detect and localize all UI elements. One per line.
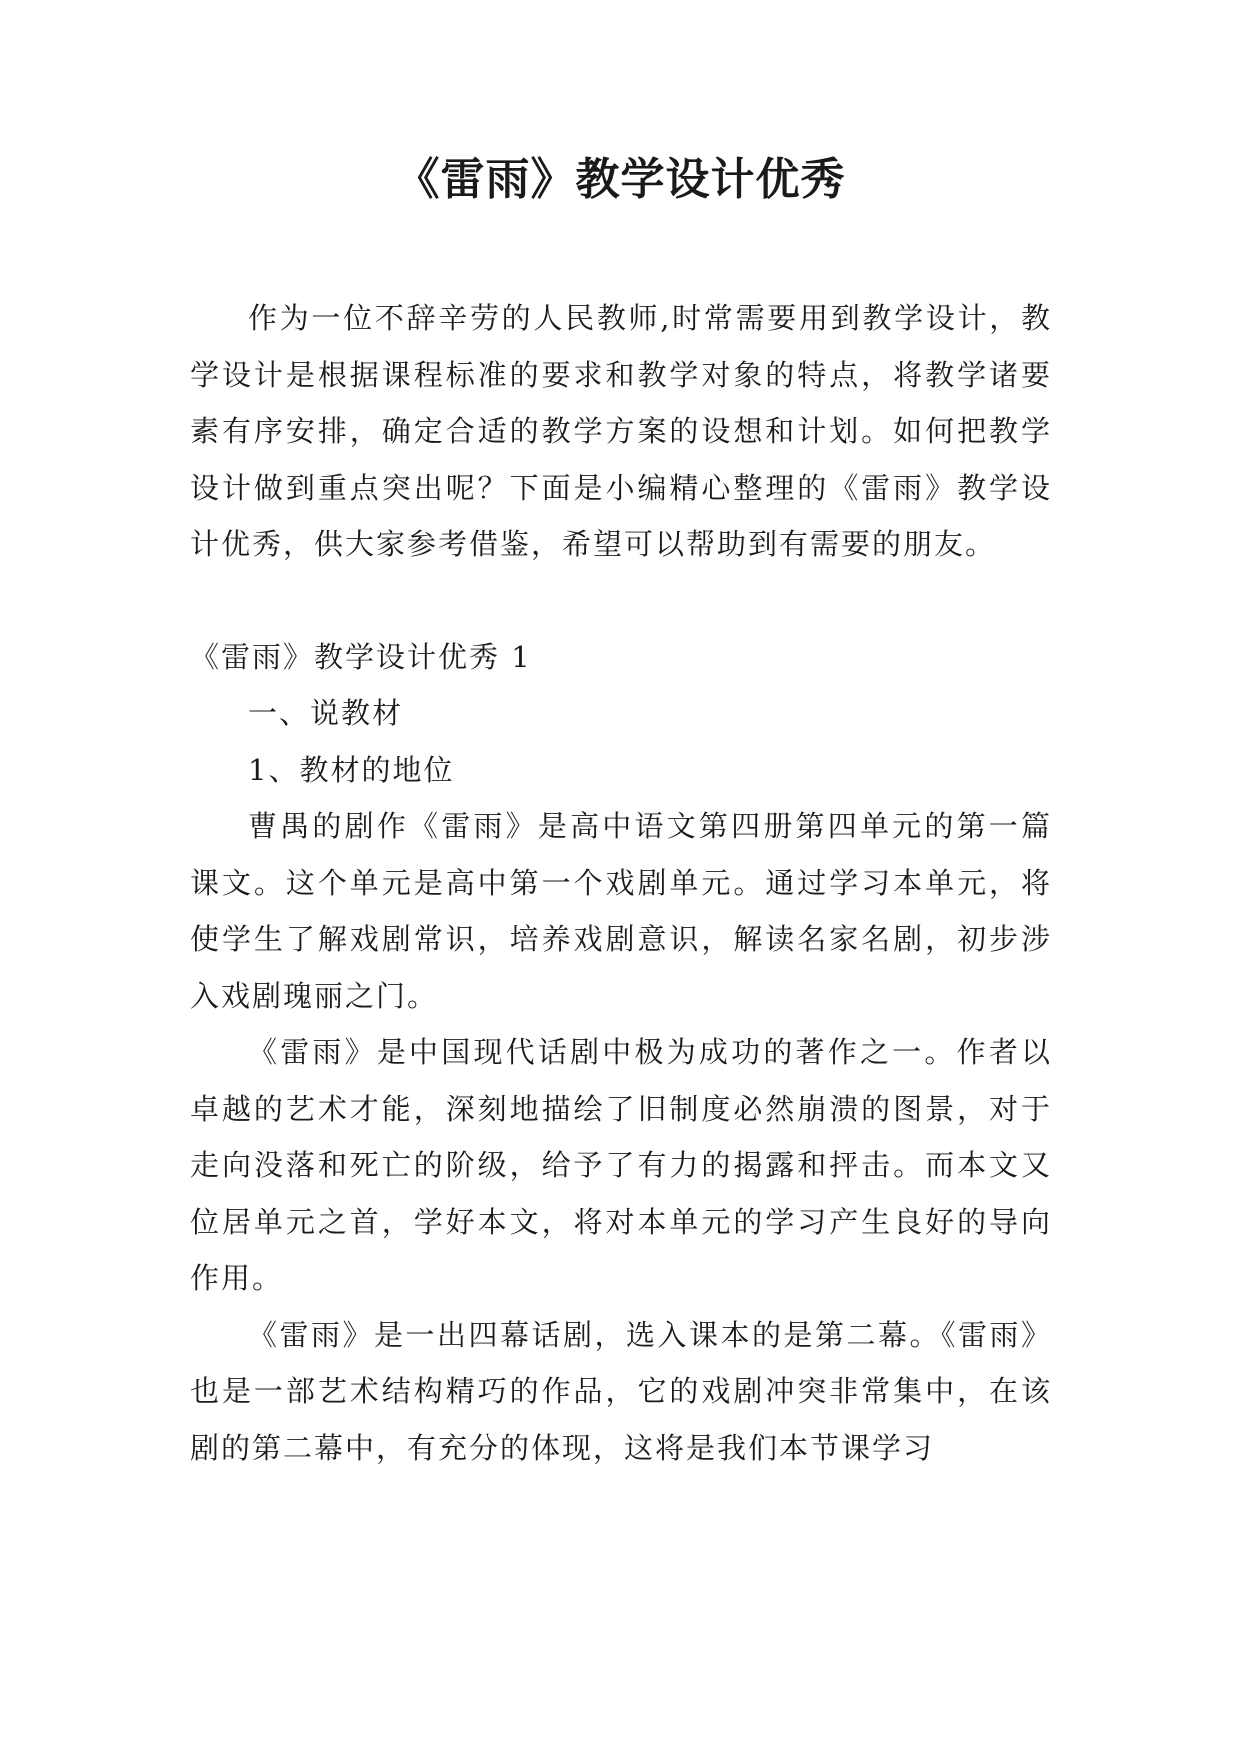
body-paragraph: 《雷雨》是中国现代话剧中极为成功的著作之一。作者以卓越的艺术才能，深刻地描绘了旧制度必然崩溃的图景，对于走向没落和死亡的阶级，给予了有力的揭露和抨击。而本文又位居单元之首，学好本文，将对本单元的学习产生良好的导向作用。 [190, 1035, 1052, 1295]
section-heading: 《雷雨》教学设计优秀 1 [190, 639, 532, 674]
intro-paragraph: 作为一位不辞辛劳的人民教师,时常需要用到教学设计，教学设计是根据课程标准的要求和教学对象的特点，将教学诸要素有序安排，确定合适的教学方案的设想和计划。如何把教学设计做到重点突出呢？下面是小编精心整理的《雷雨》教学设计优秀，供大家参考借鉴，希望可以帮助到有需要的朋友。 [190, 301, 1052, 561]
body-paragraph: 曹禺的剧作《雷雨》是高中语文第四册第四单元的第一篇课文。这个单元是高中第一个戏剧单元。通过学习本单元，将使学生了解戏剧常识，培养戏剧意识，解读名家名剧，初步涉入戏剧瑰丽之门。 [190, 809, 1052, 1013]
subheading-teaching-material: 一、说教材 [248, 696, 404, 730]
subheading-material-position: 1、教材的地位 [248, 752, 455, 787]
body-paragraph: 《雷雨》是一出四幕话剧，选入课本的是第二幕。《雷雨》也是一部艺术结构精巧的作品，它的戏剧冲突非常集中，在该剧的第二幕中，有充分的体现，这将是我们本节课学习 [190, 1317, 1052, 1465]
section-spacer [190, 573, 1052, 629]
document-title: 《雷雨》教学设计优秀 [395, 154, 846, 205]
document-body [190, 290, 1052, 1476]
